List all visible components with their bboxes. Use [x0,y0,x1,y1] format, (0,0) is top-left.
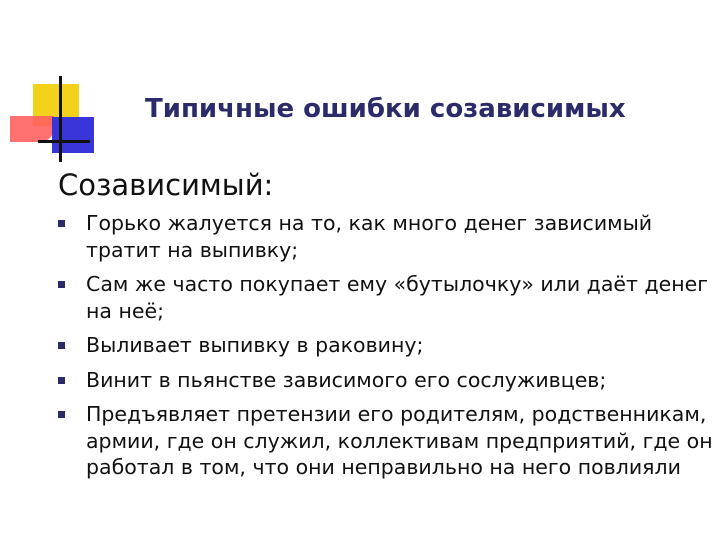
slide-logo-decoration [0,0,110,170]
list-item [58,210,718,263]
square-bullet-icon [58,342,65,349]
list-item [58,271,718,324]
list-item [58,401,718,481]
logo-red-shape [10,116,54,142]
list-item-text: Выливает выпивку в раковину; [86,333,424,357]
list-item-text: Горько жалуется на то, как много денег зависимый тратит на выпивку; [86,211,653,262]
slide-subtitle: Созависимый: [58,168,274,202]
list-item-text: Сам же часто покупает ему «бутылочку» или даёт денег на неё; [86,272,709,323]
slide-title: Типичные ошибки созависимых [145,94,626,124]
square-bullet-icon [58,220,65,227]
logo-horizontal-line [38,140,90,143]
square-bullet-icon [58,411,65,418]
square-bullet-icon [58,377,65,384]
list-item [58,367,718,394]
list-item [58,332,718,359]
logo-vertical-line [59,76,62,162]
bullet-list [58,210,718,489]
list-item-text: Предъявляет претензии его родителям, родственникам, армии, где он служил, коллективам предприятий, где он работал в том, что они неправильно на него повлияли [86,402,713,479]
list-item-text: Винит в пьянстве зависимого его сослуживцев; [86,367,607,392]
square-bullet-icon [58,281,65,288]
